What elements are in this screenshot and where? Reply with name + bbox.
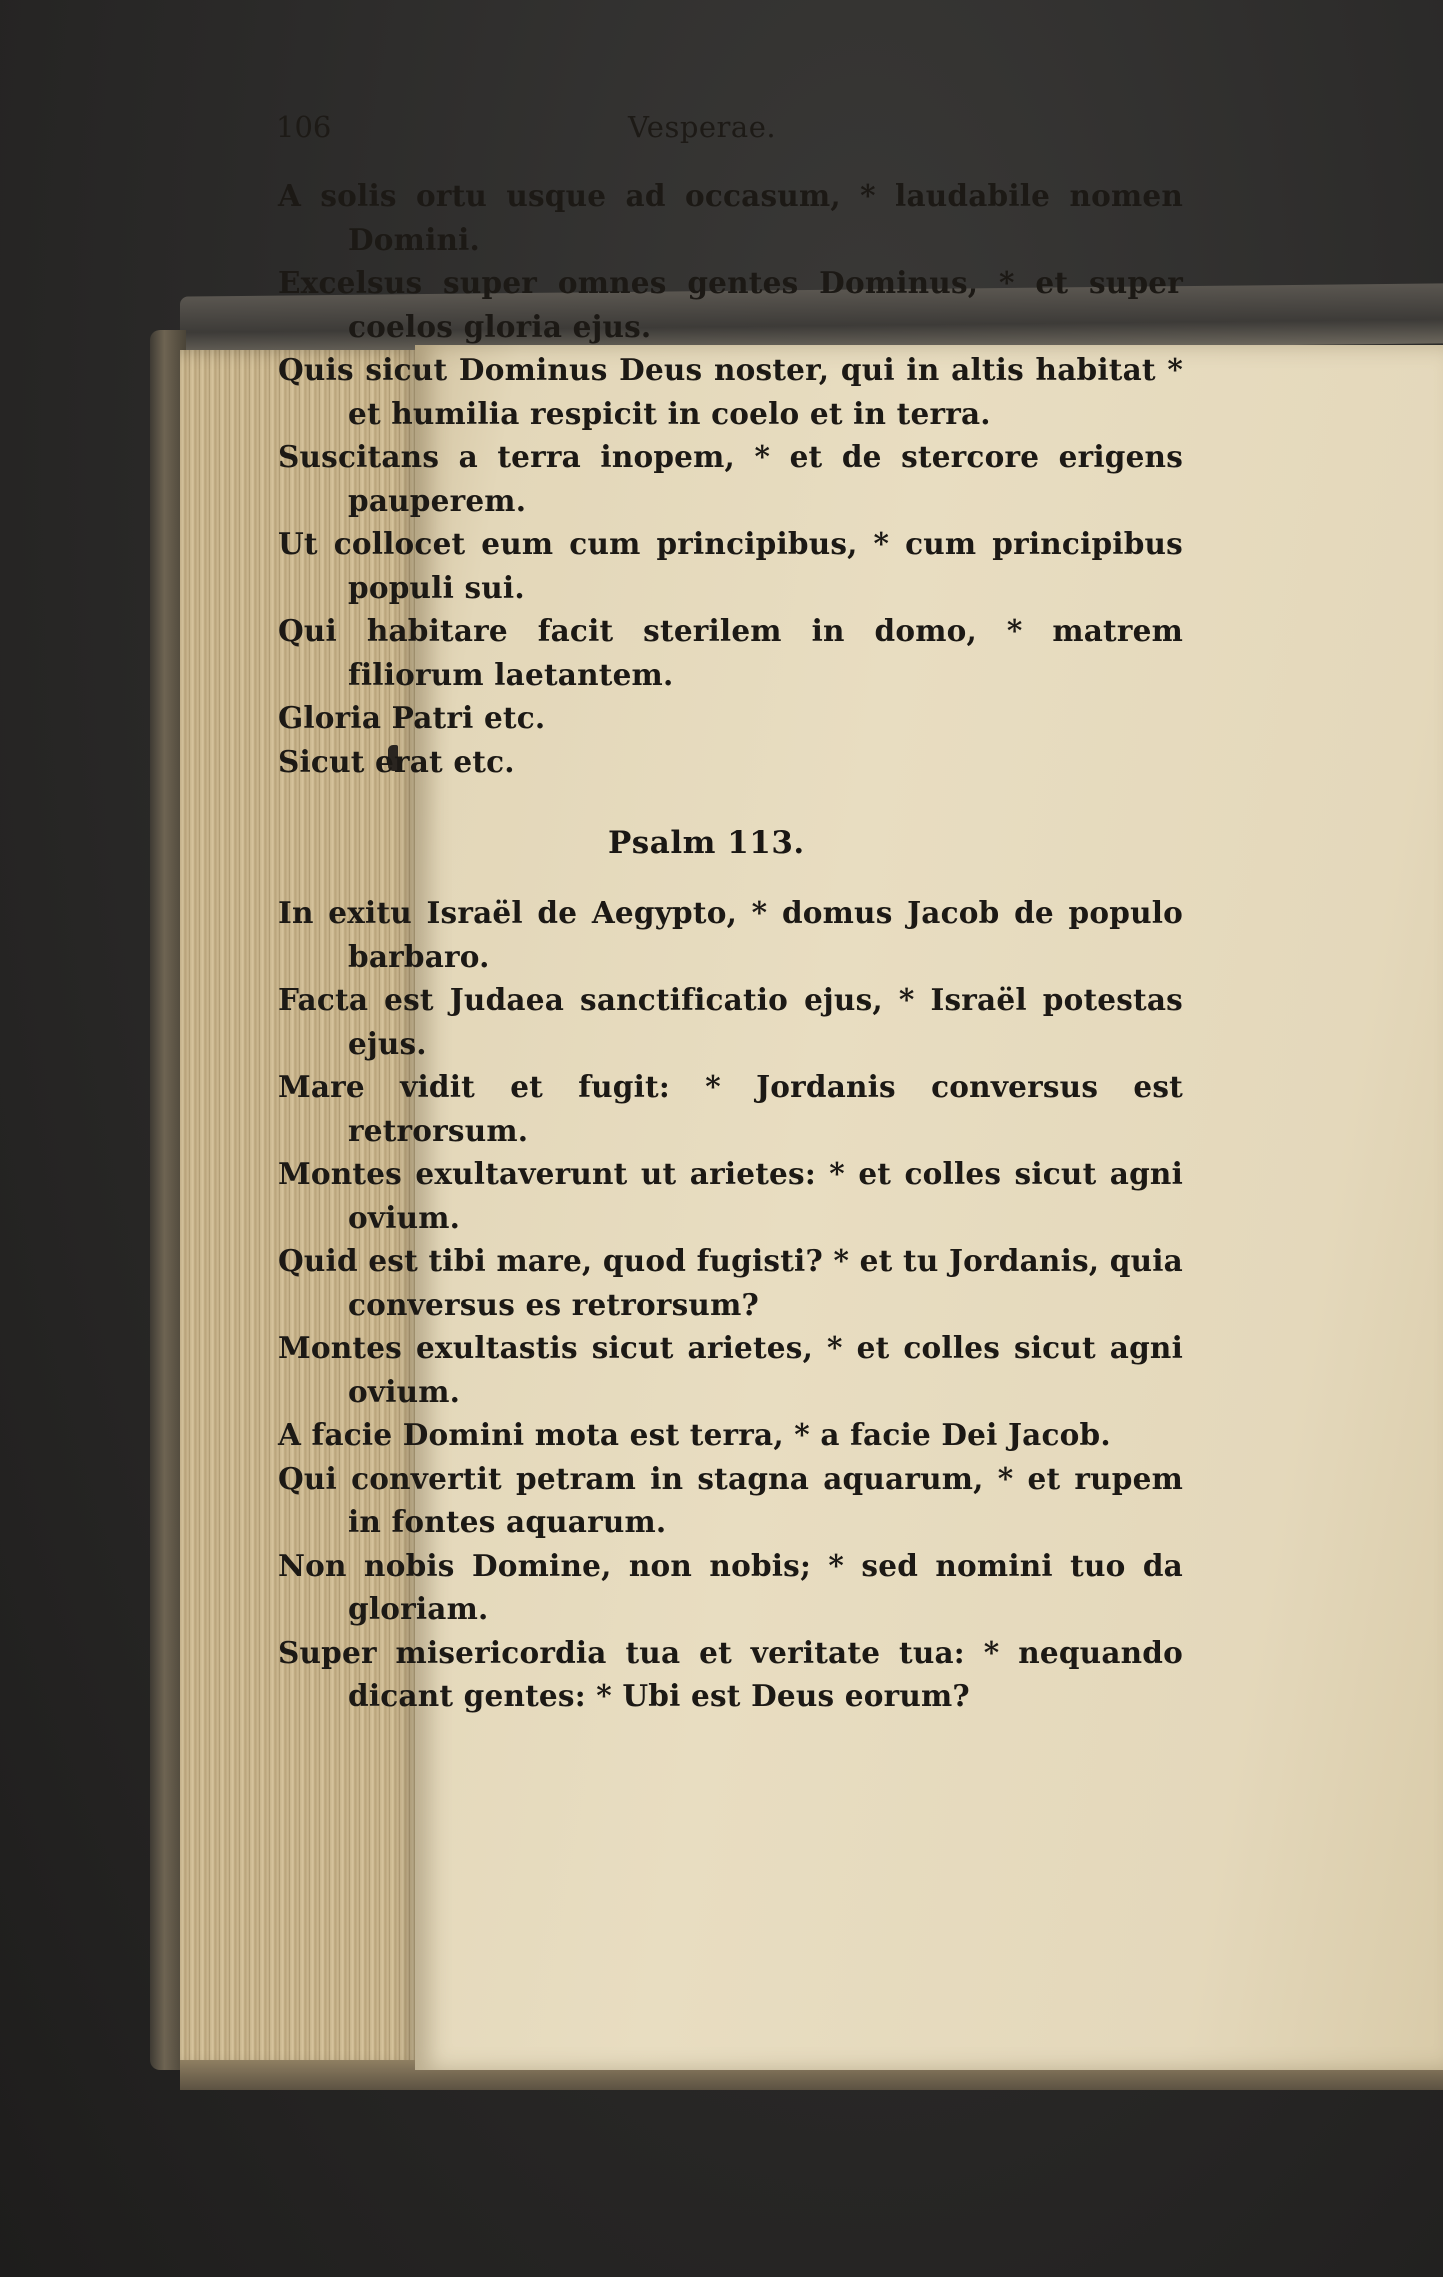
- verse: Qui convertit petram in stagna aquarum, * et rupem in fontes aquarum.: [278, 1460, 1183, 1539]
- verse: In exitu Israël de Aegypto, * domus Jacob de populo barbaro.: [278, 895, 1183, 974]
- verse: Quis sicut Dominus Deus noster, qui in altis habitat * et humilia respicit in coelo et in terra.: [278, 352, 1183, 431]
- verse: A facie Domini mota est terra, * a facie Dei Jacob.: [278, 1417, 1111, 1452]
- verse: Qui habitare facit sterilem in domo, * matrem filiorum laetantem.: [278, 613, 1183, 692]
- verse: Ut collocet eum cum principibus, * cum principibus populi sui.: [278, 526, 1183, 605]
- verse: Suscitans a terra inopem, * et de stercore erigens pauperem.: [278, 439, 1183, 518]
- page-number: 106: [276, 110, 332, 144]
- verse: A solis ortu usque ad occasum, * laudabile nomen Domini.: [278, 178, 1183, 257]
- running-title: Vesperae.: [628, 110, 777, 144]
- psalm-heading: Psalm 113.: [608, 825, 805, 861]
- psalm-verses: [278, 891, 1278, 1718]
- verse: Montes exultastis sicut arietes, * et colles sicut agni ovium.: [278, 1330, 1183, 1409]
- verse: Excelsus super omnes gentes Dominus, * et super coelos gloria ejus.: [278, 265, 1183, 344]
- verse: Mare vidit et fugit: * Jordanis conversus est retrorsum.: [278, 1069, 1183, 1148]
- verse: Super misericordia tua et veritate tua: * nequando dicant gentes: * Ubi est Deus eorum?: [278, 1634, 1183, 1713]
- previous-psalm-verses: [278, 174, 1278, 783]
- verse: Quid est tibi mare, quod fugisti? * et tu Jordanis, quia conversus es retrorsum?: [278, 1243, 1183, 1322]
- verse: Sicut erat etc.: [278, 743, 515, 779]
- verse: Facta est Judaea sanctificatio ejus, * Israël potestas ejus.: [278, 982, 1183, 1061]
- page-header: [276, 110, 1278, 156]
- page-content: [278, 110, 1278, 1718]
- verse: Gloria Patri etc.: [278, 700, 546, 735]
- verse: Non nobis Domine, non nobis; * sed nomini tuo da gloriam.: [278, 1547, 1183, 1626]
- verse: Montes exultaverunt ut arietes: * et colles sicut agni ovium.: [278, 1156, 1183, 1235]
